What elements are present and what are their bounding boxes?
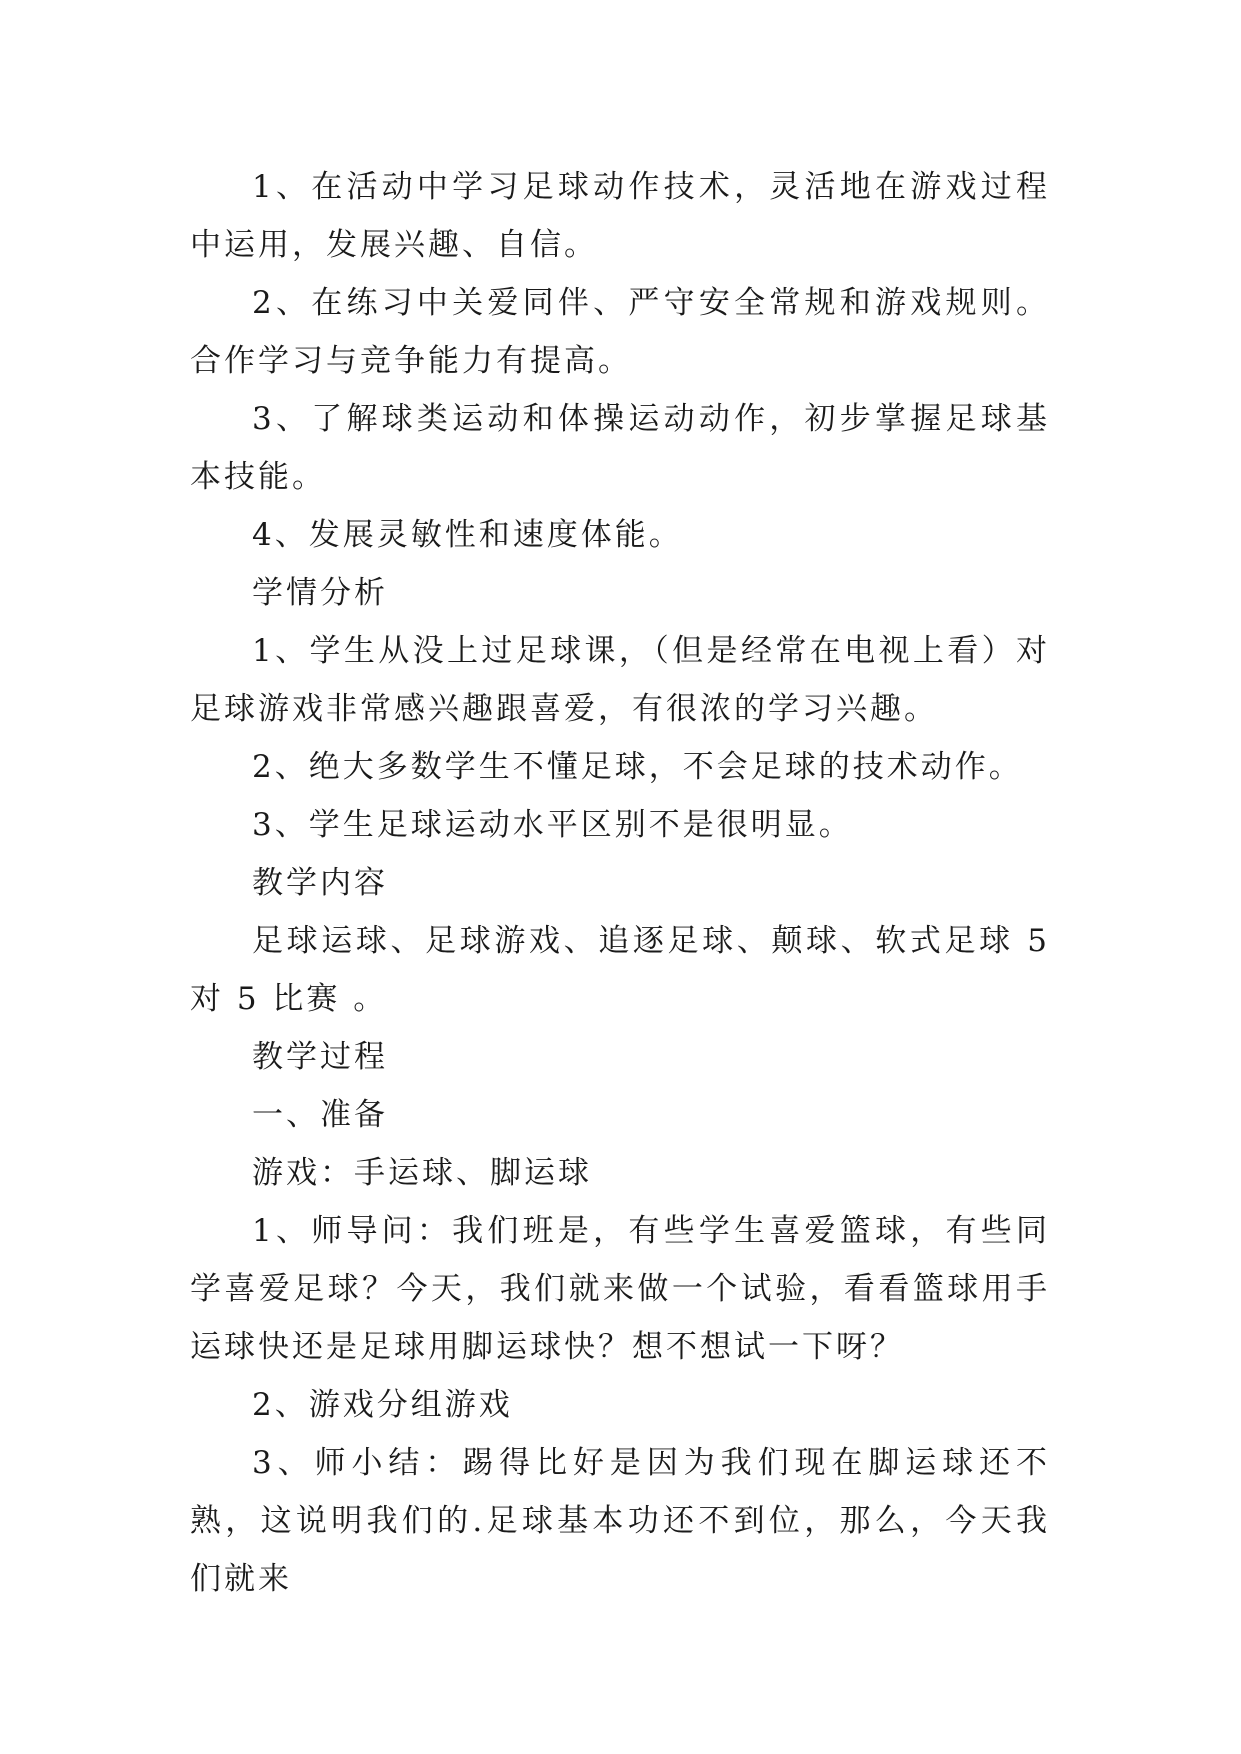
objective-1: 1、在活动中学习足球动作技术，灵活地在游戏过程中运用，发展兴趣、自信。 (190, 169, 1050, 263)
document-body (190, 158, 1050, 1608)
objective-4: 4、发展灵敏性和速度体能。 (252, 517, 683, 553)
process-step-1: 1、师导问：我们班是，有些学生喜爱篮球，有些同学喜爱足球？今天，我们就来做一个试验，看看篮球用手运球快还是足球用脚运球快？想不想试一下呀？ (190, 1213, 1050, 1365)
subheading-preparation: 一、准备 (252, 1097, 388, 1133)
teaching-content-text: 足球运球、足球游戏、追逐足球、颠球、软式足球 5 对 5 比赛 。 (190, 923, 1050, 1017)
process-step-2: 2、游戏分组游戏 (252, 1387, 513, 1423)
section-heading-teaching-process: 教学过程 (252, 1039, 388, 1075)
section-heading-teaching-content: 教学内容 (252, 865, 388, 901)
analysis-1: 1、学生从没上过足球课，（但是经常在电视上看）对足球游戏非常感兴趣跟喜爱，有很浓的学习兴趣。 (190, 633, 1050, 727)
game-title: 游戏：手运球、脚运球 (252, 1155, 592, 1191)
analysis-2: 2、绝大多数学生不懂足球，不会足球的技术动作。 (252, 749, 1023, 785)
section-heading-student-analysis: 学情分析 (252, 575, 388, 611)
objective-3: 3、了解球类运动和体操运动动作，初步掌握足球基本技能。 (190, 401, 1050, 495)
objective-2: 2、在练习中关爱同伴、严守安全常规和游戏规则。合作学习与竞争能力有提高。 (190, 285, 1050, 379)
process-step-3: 3、师小结：踢得比好是因为我们现在脚运球还不熟，这说明我们的.足球基本功还不到位，那么，今天我们就来 (190, 1445, 1050, 1597)
analysis-3: 3、学生足球运动水平区别不是很明显。 (252, 807, 853, 843)
